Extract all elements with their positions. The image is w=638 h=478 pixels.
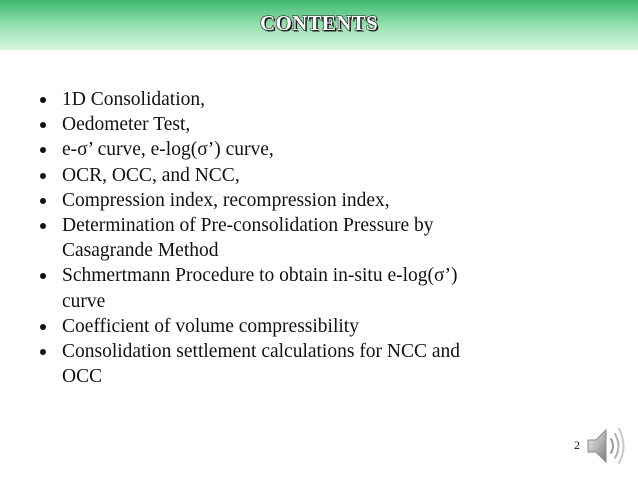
- list-item: [40, 339, 560, 389]
- list-item-text: OCR, OCC, and NCC,: [62, 164, 240, 186]
- list-item-text-continued: curve: [62, 290, 106, 312]
- list-item: [40, 213, 560, 263]
- speaker-icon[interactable]: [586, 424, 628, 468]
- bullet-icon: [40, 173, 46, 179]
- list-item-text: Oedometer Test,: [62, 114, 191, 136]
- list-item-text: 1D Consolidation,: [62, 89, 206, 110]
- list-item-text: Compression index, recompression index,: [62, 189, 390, 211]
- list-item: [40, 163, 560, 188]
- list-item-text: Determination of Pre-consolidation Pressure by: [62, 215, 434, 237]
- list-item: [40, 263, 560, 313]
- list-item: [40, 314, 560, 339]
- list-item-text: Consolidation settlement calculations for NCC and: [62, 341, 461, 363]
- bullet-icon: [40, 198, 46, 204]
- list-item: [40, 188, 560, 213]
- list-item-text-continued: Casagrande Method: [62, 240, 219, 262]
- list-item-text-continued: OCC: [62, 366, 103, 388]
- list-item-text: Coefficient of volume compressibility: [62, 315, 359, 337]
- slide-title: CONTENTS: [260, 11, 378, 35]
- bullet-icon: [40, 147, 46, 153]
- bullet-icon: [40, 349, 46, 355]
- bullet-icon: [40, 97, 46, 103]
- contents-list: [40, 87, 560, 389]
- bullet-icon: [40, 324, 46, 330]
- list-item: [40, 87, 560, 112]
- list-item-text: e-σ’ curve, e-log(σ’) curve,: [62, 139, 274, 161]
- list-item: [40, 112, 560, 137]
- bullet-icon: [40, 122, 46, 128]
- bullet-icon: [40, 223, 46, 229]
- bullet-icon: [40, 273, 46, 279]
- list-item-text: Schmertmann Procedure to obtain in-situ e-log(σ’): [62, 265, 458, 287]
- list-item: [40, 137, 560, 162]
- page-number: 2: [574, 438, 580, 452]
